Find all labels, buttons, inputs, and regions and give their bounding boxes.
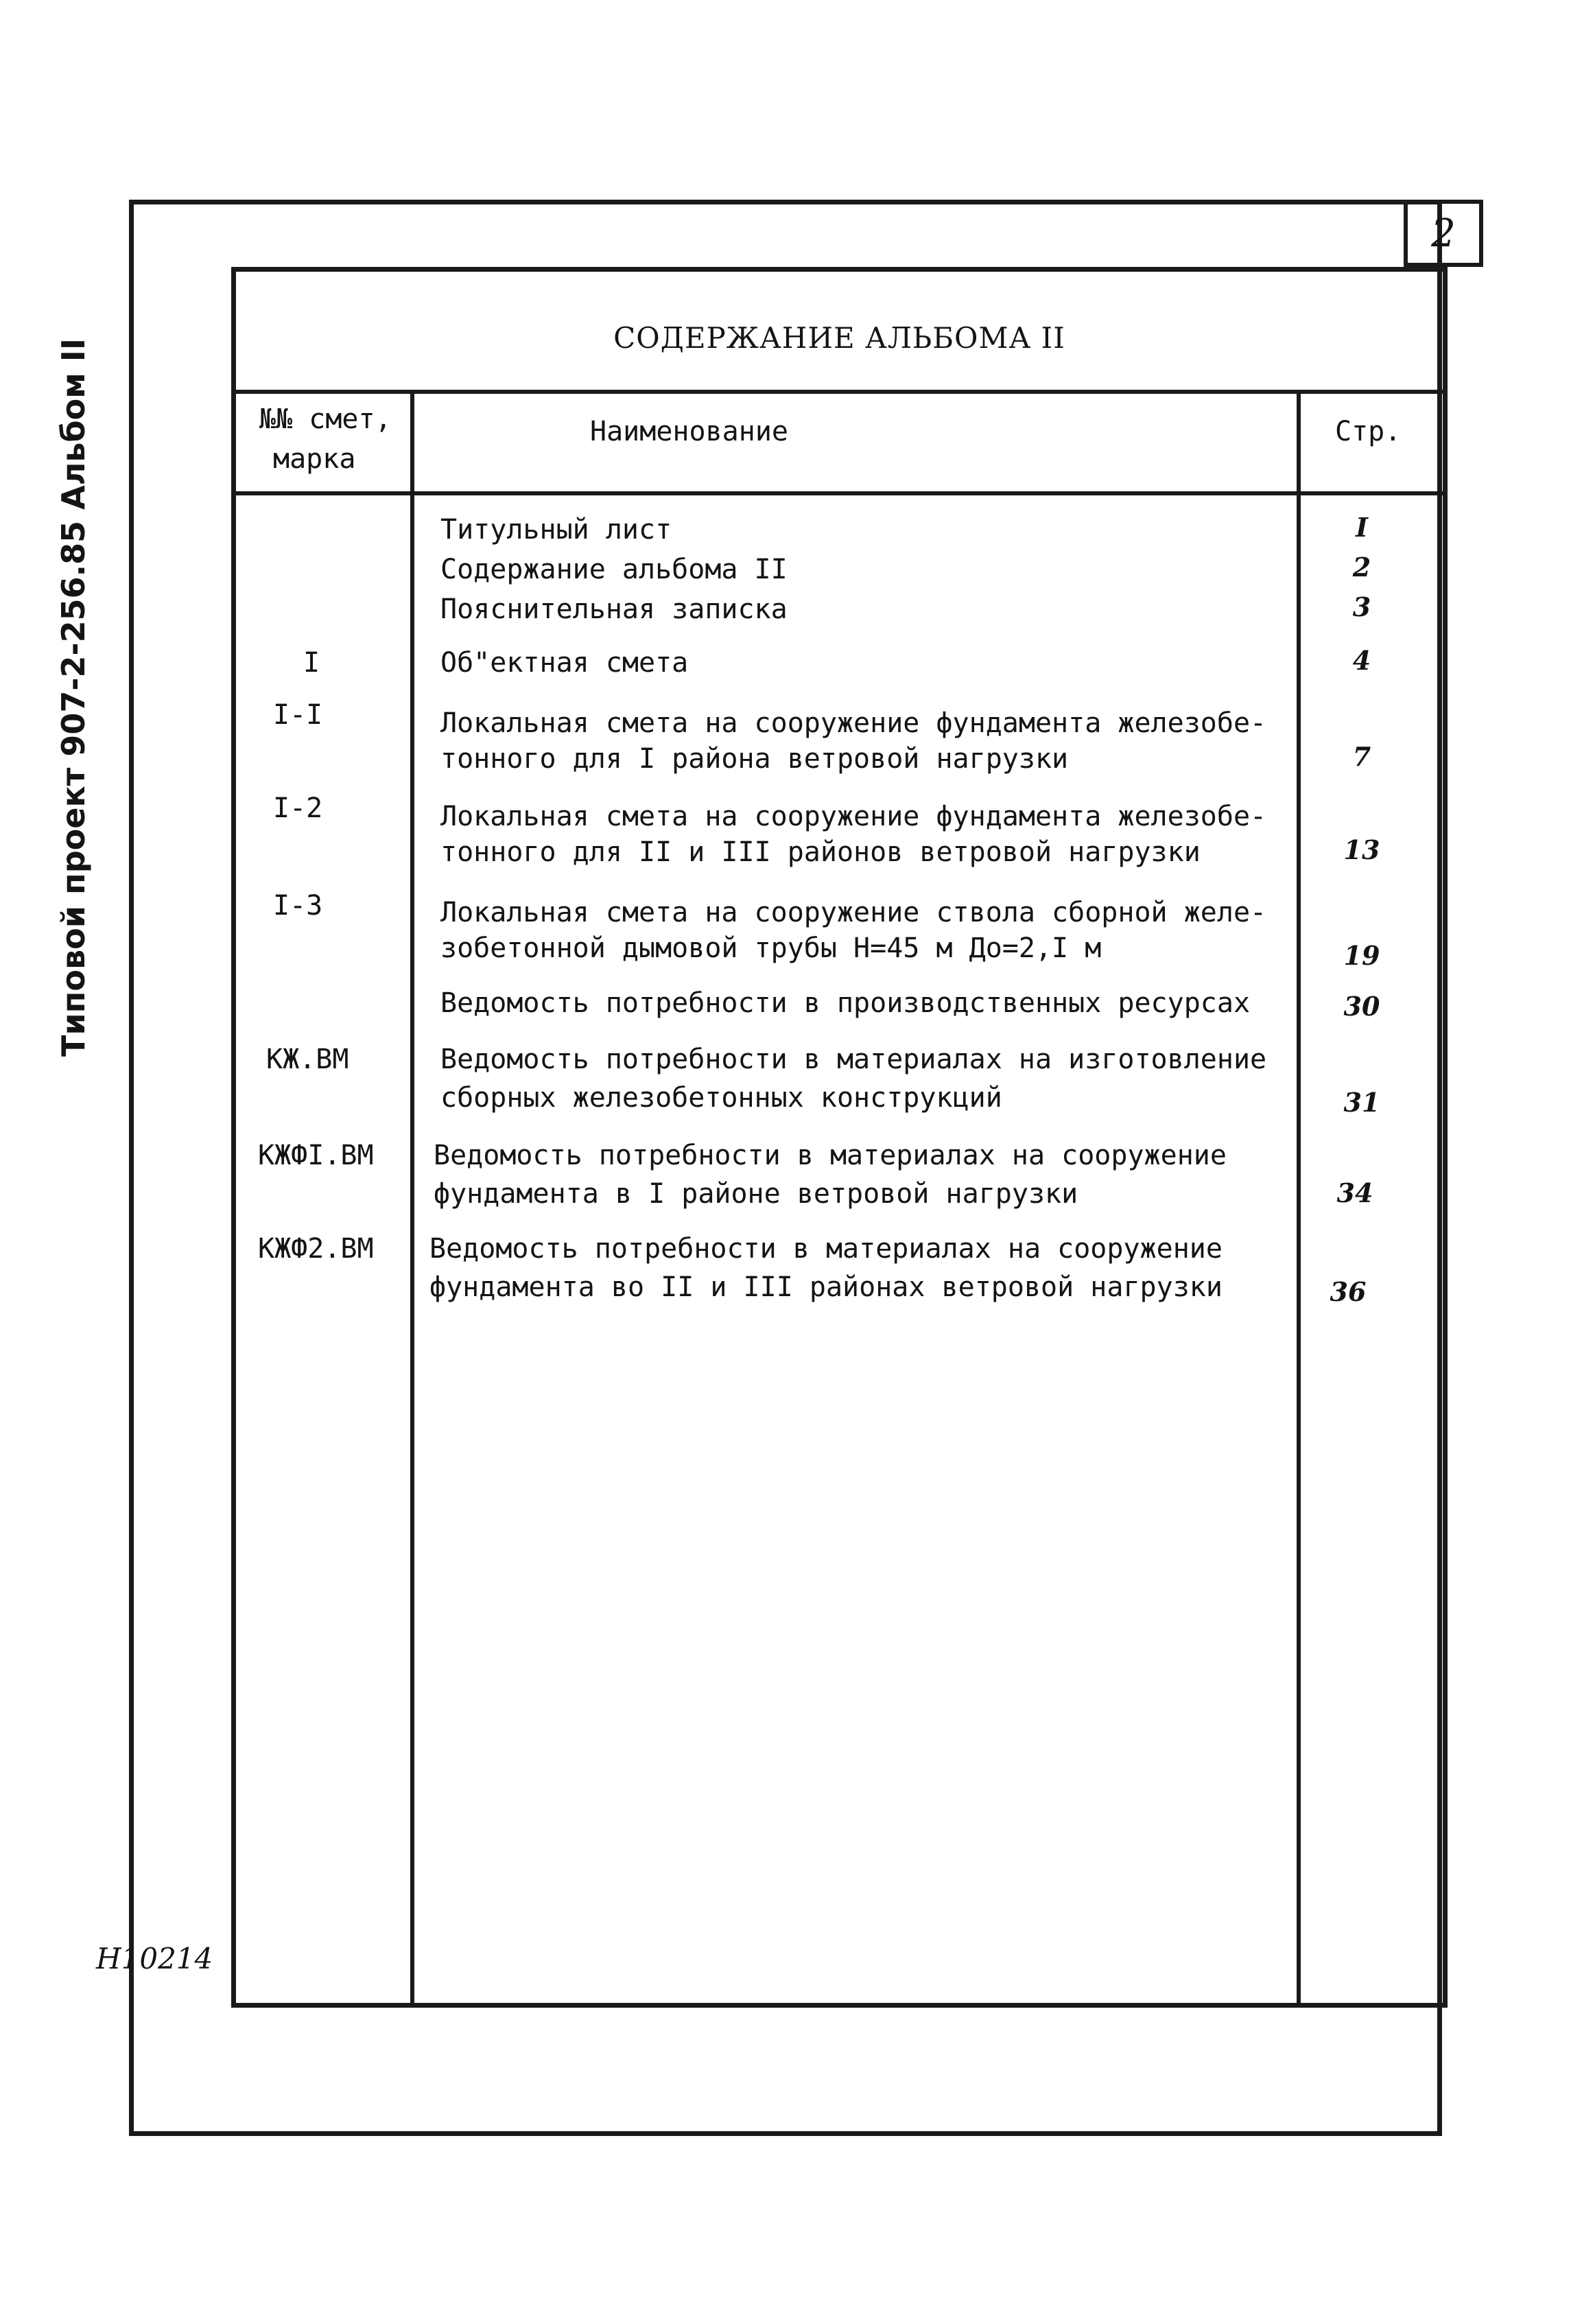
row-title: Ведомость потребности в производственных ресурсах [440, 987, 1251, 1019]
row-title-line2: зобетонной дымовой трубы Н=45 м До=2,I м [440, 932, 1102, 964]
row-title-line2: фундамента во II и III районах ветровой нагрузки [429, 1271, 1223, 1303]
row-page: 31 [1343, 1087, 1380, 1118]
row-page: 7 [1352, 741, 1371, 772]
contents-title: СОДЕРЖАНИЕ АЛЬБОМА II [613, 321, 1065, 355]
column-divider-page [1297, 390, 1301, 2008]
row-mark: I-3 [273, 890, 323, 922]
row-title-line1: Ведомость потребности в материалах на сооружение [429, 1233, 1223, 1265]
row-page: 2 [1352, 552, 1371, 583]
row-page: 13 [1343, 834, 1380, 865]
header-page: Стр. [1335, 416, 1402, 447]
row-title-line1: Локальная смета на сооружение фундамента железобе- [440, 707, 1267, 739]
row-title-line2: фундамента в I районе ветровой нагрузки [434, 1178, 1078, 1210]
row-title: Титульный лист [440, 514, 672, 545]
row-page: 4 [1352, 645, 1371, 676]
side-caption: Типовой проект 907-2-256.85 Альбом II [55, 338, 92, 1057]
row-page: 3 [1352, 591, 1371, 622]
row-title-line2: тонного для II и III районов ветровой нагрузки [440, 836, 1201, 868]
row-title-line2: сборных железобетонных конструкций [440, 1082, 1002, 1114]
row-mark: КЖ.ВМ [266, 1044, 349, 1075]
row-title: Об"ектная смета [440, 647, 689, 679]
header-mark-line1: №№ смет, [259, 403, 392, 435]
row-mark: КЖФ2.ВМ [258, 1233, 374, 1265]
row-page: I [1356, 512, 1368, 543]
row-page: 19 [1343, 940, 1380, 971]
column-divider-mark [410, 390, 414, 2008]
row-page: 36 [1330, 1276, 1367, 1307]
row-title-line1: Локальная смета на сооружение ствола сборной желе- [440, 897, 1267, 928]
row-mark: I [303, 647, 320, 679]
header-mark-line2: марка [273, 443, 356, 475]
page-number: 2 [1431, 211, 1456, 256]
row-mark: I-I [273, 699, 323, 731]
row-mark: I-2 [273, 793, 323, 824]
row-title-line1: Локальная смета на сооружение фундамента железобе- [440, 801, 1267, 832]
row-title-line2: тонного для I района ветровой нагрузки [440, 743, 1069, 775]
row-title: Содержание альбома II [440, 554, 788, 585]
row-title-line1: Ведомость потребности в материалах на сооружение [434, 1140, 1227, 1171]
row-mark: КЖФI.ВМ [258, 1140, 374, 1171]
row-title: Пояснительная записка [440, 594, 788, 625]
row-page: 34 [1336, 1177, 1373, 1208]
header-name: Наименование [590, 416, 788, 447]
row-page: 30 [1343, 991, 1380, 1022]
archive-number: Н10214 [96, 1942, 213, 1975]
row-title-line1: Ведомость потребности в материалах на изготовление [440, 1044, 1267, 1075]
